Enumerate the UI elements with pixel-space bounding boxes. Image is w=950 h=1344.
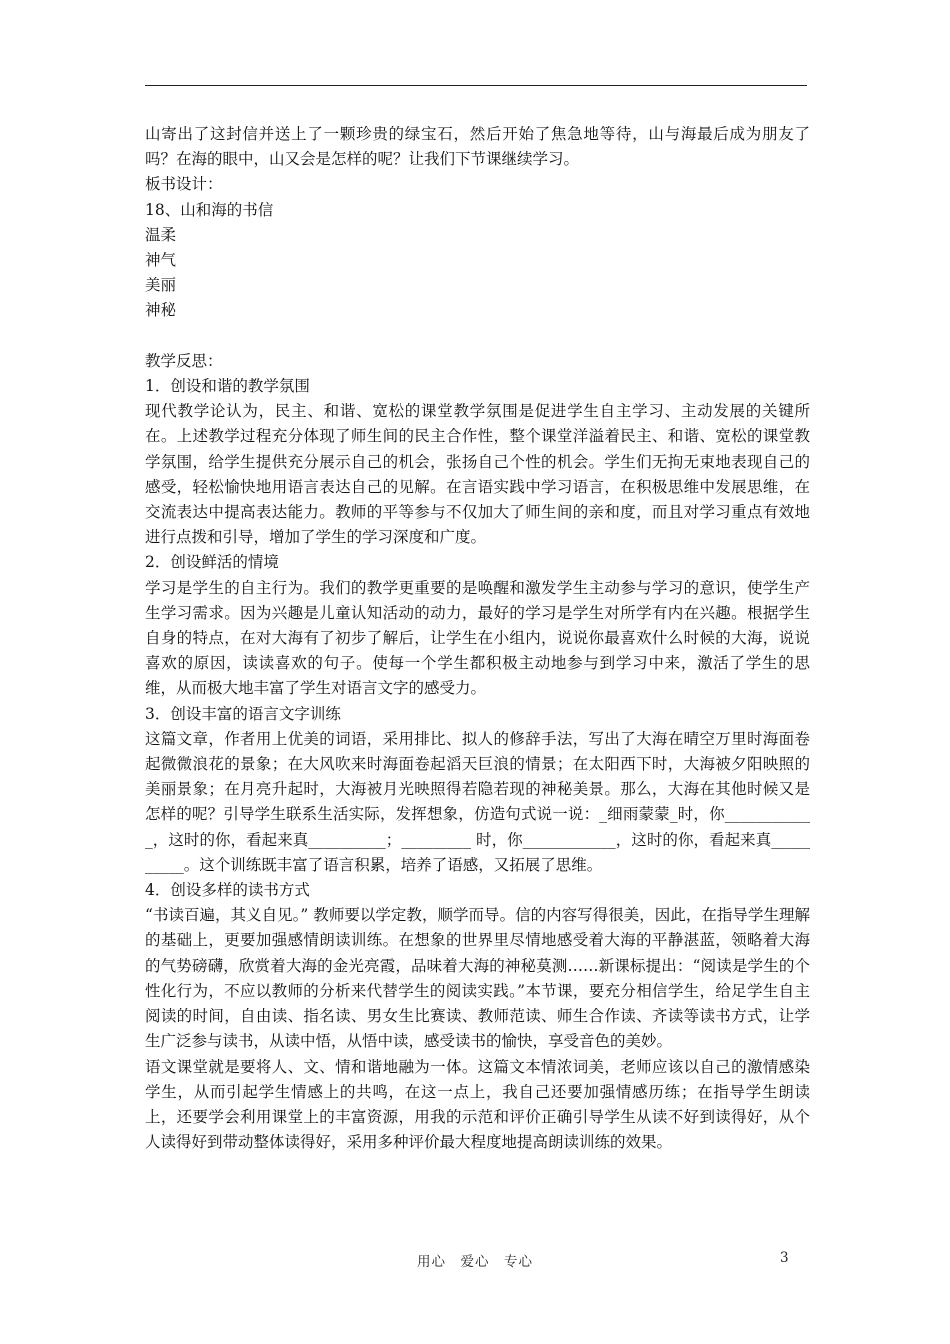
board-design-item: 美丽 [145, 276, 177, 295]
reflection-heading: 教学反思： [145, 351, 223, 370]
board-design-heading: 板书设计： [145, 175, 223, 194]
board-design-item: 温柔 [145, 225, 177, 244]
document-body [145, 122, 810, 1155]
section-heading-3: 3．创设丰富的语言文字训练 [145, 704, 341, 723]
closing-paragraph: 语文课堂就是要将人、文、情和谐地融为一体。这篇文本情浓词美，老师应该以自己的激情感染学生，从而引起学生情感上的共鸣，在这一点上，我自己还要加强情感历练；在指导学生朗读上，还要学会利用课堂上的丰富资源，用我的示范和评价正确引导学生从读不好到读得好，从个人读得好到带动整体读得好，采用多种评价最大程度地提高朗读训练的效果。 [145, 1057, 810, 1152]
board-design-item: 神气 [145, 251, 177, 270]
paragraph-intro-closing: 山寄出了这封信并送上了一颗珍贵的绿宝石，然后开始了焦急地等待，山与海最后成为朋友了吗？在海的眼中，山又会是怎样的呢？让我们下节课继续学习。 [145, 125, 810, 169]
section-body-3: 这篇文章，作者用上优美的词语，采用排比、拟人的修辞手法，写出了大海在晴空万里时海面卷起微微浪花的景象；在大风吹来时海面卷起滔天巨浪的情景；在太阳西下时，大海被夕阳映照的美丽景象；在月亮升起时，大海被月光映照得若隐若现的神秘美景。那么，大海在其他时候又是怎样的呢？引导学生联系生活实际，发挥想象，仿造句式说一说：_细雨蒙蒙_时，你____________，这时的你，看起来真__________；_________ 时，你____________，这时的你，看起来真__________。这个训练既丰富了语言积累，培养了语感，又拓展了思维。 [145, 729, 810, 874]
section-heading-4: 4．创设多样的读书方式 [145, 881, 310, 900]
section-heading-2: 2．创设鲜活的情境 [145, 553, 279, 572]
page-number: 3 [780, 1250, 789, 1266]
header-rule [145, 85, 807, 86]
board-design-item: 神秘 [145, 301, 177, 320]
section-body-4: “书读百遍，其义自见。” 教师要以学定教，顺学而导。信的内容写得很美，因此，在指导学生理解的基础上，更要加强感情朗读训练。在想象的世界里尽情地感受着大海的平静湛蓝，领略着大海的气势磅礴，欣赏着大海的金光亮霞，品味着大海的神秘莫测……新课标提出：“阅读是学生的个性化行为，不应以教师的分析来代替学生的阅读实践。”本节课，要充分相信学生，给足学生自主阅读的时间，自由读、指名读、男女生比赛读、教师范读、师生合作读、齐读等读书方式，让学生广泛参与读书，从读中悟，从悟中读，感受读书的愉快，享受音色的美妙。 [145, 906, 810, 1051]
footer-motto: 用心 爱心 专心 [417, 1254, 533, 1270]
section-body-2: 学习是学生的自主行为。我们的教学更重要的是唤醒和激发学生主动参与学习的意识，使学生产生学习需求。因为兴趣是儿童认知活动的动力，最好的学习是学生对所学有内在兴趣。根据学生自身的特点，在对大海有了初步了解后，让学生在小组内，说说你最喜欢什么时候的大海，说说喜欢的原因，读读喜欢的句子。使每一个学生都积极主动地参与到学习中来，激活了学生的思维，从而极大地丰富了学生对语言文字的感受力。 [145, 578, 810, 698]
board-design-title: 18、山和海的书信 [145, 200, 274, 219]
section-heading-1: 1．创设和谐的教学氛围 [145, 377, 310, 396]
blank-line [145, 324, 810, 349]
section-body-1: 现代教学论认为，民主、和谐、宽松的课堂教学氛围是促进学生自主学习、主动发展的关键所在。上述教学过程充分体现了师生间的民主合作性，整个课堂洋溢着民主、和谐、宽松的课堂教学氛围，给学生提供充分展示自己的机会，张扬自己个性的机会。学生们无拘无束地表现自己的感受，轻松愉快地用语言表达自己的见解。在言语实践中学习语言，在积极思维中发展思维，在交流表达中提高表达能力。教师的平等参与不仅加大了师生间的亲和度，而且对学习重点有效地进行点拨和引导，增加了学生的学习深度和广度。 [145, 402, 810, 547]
